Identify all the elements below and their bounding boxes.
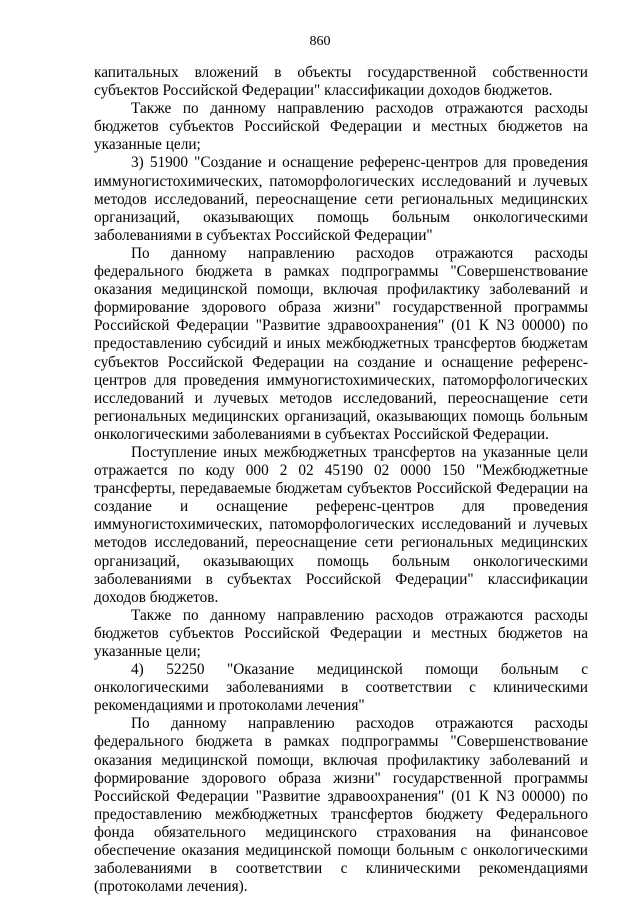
paragraph-8: По данному направлению расходов отражаются расходы федерального бюджета в рамках подпрограммы "Совершенствование оказания медицинской помощи, включая профилактику заболеваний и формирование здорового образа жизни" государственной программы Российской Федерации "Развитие здравоохранения" (01 К N3 00000) по предоставлению межбюджетных трансфертов бюджету Федерального фонда обязательного медицинского страхования на финансовое обеспечение оказания медицинской помощи больным с онкологическими заболеваниями в соответствии с клиническими рекомендациями (протоколами лечения). [94, 715, 588, 896]
paragraph-6: Также по данному направлению расходов отражаются расходы бюджетов субъектов Российской Федерации и местных бюджетов на указанные цели; [94, 606, 588, 660]
paragraph-7: 4) 52250 "Оказание медицинской помощи больным с онкологическими заболеваниями в соответствии с клиническими рекомендациями и протоколами лечения" [94, 661, 588, 715]
page-number: 860 [309, 34, 331, 49]
paragraph-5: Поступление иных межбюджетных трансфертов на указанные цели отражается по коду 000 2 02 45190 02 0000 150 "Межбюджетные трансферты, передаваемые бюджетам субъектов Российской Федерации на создание и оснащение референс-центров для проведения иммуногистохимических, патоморфологических исследований и лучевых методов исследований, переоснащение сети региональных медицинских организаций, оказывающих помощь больным онкологическими заболеваниями в субъектах Российской Федерации" классификации доходов бюджетов. [94, 443, 588, 606]
paragraph-1: капитальных вложений в объекты государственной собственности субъектов Российской Федерации" классификации доходов бюджетов. [94, 64, 588, 100]
paragraph-2: Также по данному направлению расходов отражаются расходы бюджетов субъектов Российской Федерации и местных бюджетов на указанные цели; [94, 100, 588, 154]
paragraph-3: 3) 51900 "Создание и оснащение референс-центров для проведения иммуногистохимических, патоморфологических исследований и лучевых методов исследований, переоснащение сети региональных медицинских организаций, оказывающих помощь больным онкологическими заболеваниями в субъектах Российской Федерации" [94, 154, 588, 244]
paragraph-4: По данному направлению расходов отражаются расходы федерального бюджета в рамках подпрограммы "Совершенствование оказания медицинской помощи, включая профилактику заболеваний и формирование здорового образа жизни" государственной программы Российской Федерации "Развитие здравоохранения" (01 К N3 00000) по предоставлению субсидий и иных межбюджетных трансфертов бюджетам субъектов Российской Федерации на создание и оснащение референс-центров для проведения иммуногистохимических, патоморфологических исследований и лучевых методов исследований, переоснащение сети региональных медицинских организаций, оказывающих помощь больным онкологическими заболеваниями в субъектах Российской Федерации. [94, 244, 588, 443]
document-body [94, 64, 588, 896]
